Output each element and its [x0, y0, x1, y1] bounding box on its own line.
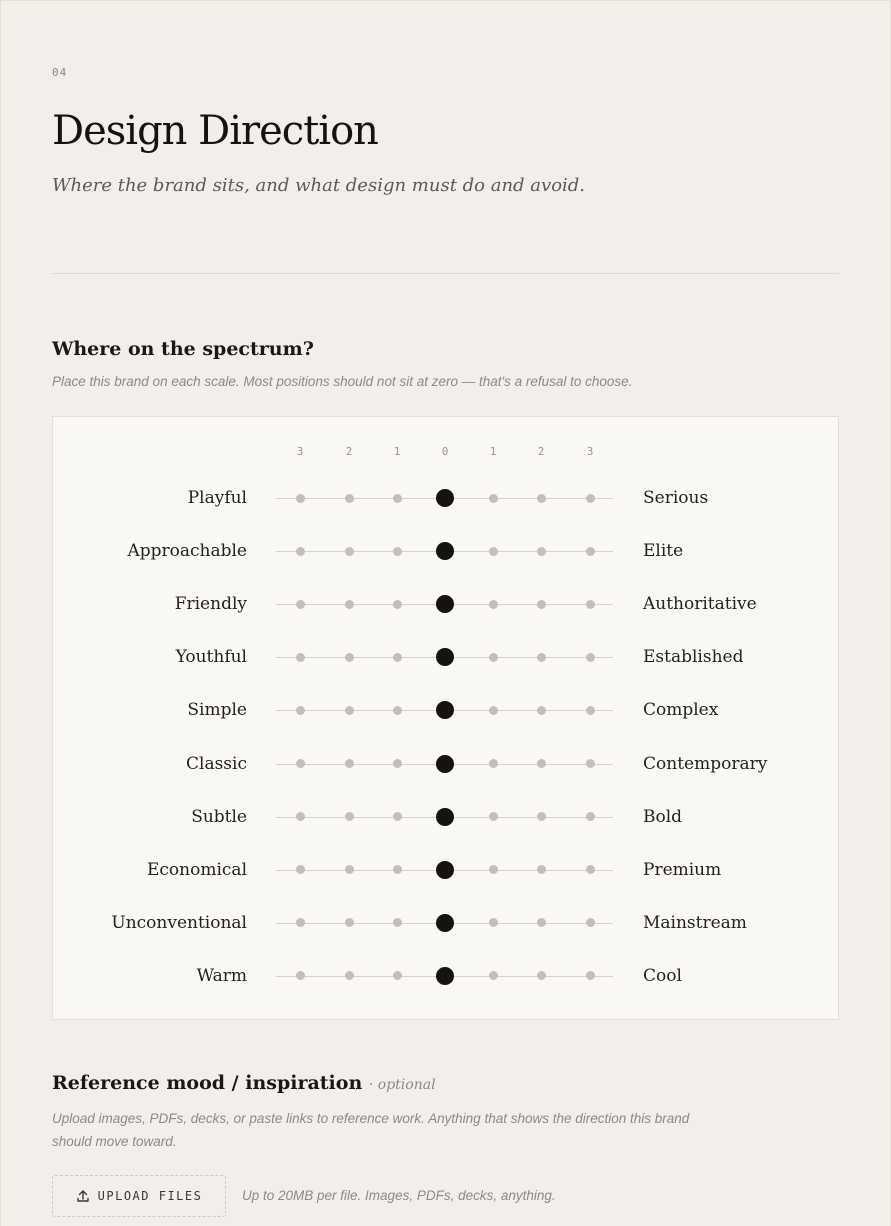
- spectrum-option[interactable]: [489, 865, 498, 874]
- spectrum-option[interactable]: [296, 706, 305, 715]
- page-title: Design Direction: [52, 108, 378, 154]
- spectrum-option[interactable]: [296, 971, 305, 980]
- spectrum-option[interactable]: [586, 971, 595, 980]
- spectrum-left-label: Economical: [147, 859, 247, 880]
- spectrum-right-label: Mainstream: [643, 912, 747, 933]
- spectrum-option[interactable]: [393, 865, 402, 874]
- spectrum-option[interactable]: [345, 759, 354, 768]
- scale-tick-label: 0: [441, 445, 449, 458]
- spectrum-option-selected[interactable]: [436, 755, 454, 773]
- spectrum-option[interactable]: [489, 494, 498, 503]
- spectrum-hint: Place this brand on each scale. Most positions should not sit at zero — that's a refusal to choose.: [52, 374, 633, 389]
- spectrum-row-economical: [52, 843, 839, 896]
- spectrum-option-selected[interactable]: [436, 648, 454, 666]
- spectrum-option-selected[interactable]: [436, 542, 454, 560]
- spectrum-option[interactable]: [489, 759, 498, 768]
- spectrum-left-label: Unconventional: [111, 912, 247, 933]
- upload-files-label: UPLOAD FILES: [97, 1189, 203, 1203]
- spectrum-option[interactable]: [393, 600, 402, 609]
- spectrum-option[interactable]: [393, 812, 402, 821]
- page-subtitle: Where the brand sits, and what design must do and avoid.: [52, 175, 586, 196]
- spectrum-option-selected[interactable]: [436, 861, 454, 879]
- spectrum-option[interactable]: [489, 971, 498, 980]
- spectrum-option[interactable]: [296, 812, 305, 821]
- spectrum-right-label: Cool: [643, 965, 682, 986]
- spectrum-left-label: Youthful: [175, 647, 247, 668]
- spectrum-right-label: Contemporary: [643, 753, 768, 774]
- spectrum-row-youthful: [52, 631, 839, 684]
- spectrum-option[interactable]: [345, 971, 354, 980]
- spectrum-row-approachable: [52, 525, 839, 578]
- spectrum-title: Where on the spectrum?: [52, 338, 314, 360]
- spectrum-option[interactable]: [345, 865, 354, 874]
- spectrum-right-label: Bold: [643, 806, 683, 827]
- spectrum-option-selected[interactable]: [436, 489, 454, 507]
- spectrum-option[interactable]: [489, 547, 498, 556]
- reference-title-text: Reference mood / inspiration: [52, 1072, 363, 1094]
- spectrum-option[interactable]: [345, 918, 354, 927]
- spectrum-option[interactable]: [489, 600, 498, 609]
- spectrum-left-label: Friendly: [174, 594, 247, 615]
- spectrum-right-label: Authoritative: [643, 594, 757, 615]
- spectrum-option[interactable]: [296, 600, 305, 609]
- reference-hint-line-1: Upload images, PDFs, decks, or paste links to reference work. Anything that shows the direction this brand: [52, 1111, 690, 1126]
- spectrum-option[interactable]: [489, 918, 498, 927]
- spectrum-option[interactable]: [537, 812, 546, 821]
- section-divider: [52, 273, 839, 274]
- scale-tick-label: 3: [296, 445, 304, 458]
- spectrum-option[interactable]: [586, 706, 595, 715]
- spectrum-option[interactable]: [586, 653, 595, 662]
- spectrum-option[interactable]: [537, 971, 546, 980]
- spectrum-option[interactable]: [586, 812, 595, 821]
- spectrum-row-warm: [52, 949, 839, 1002]
- spectrum-option[interactable]: [393, 971, 402, 980]
- spectrum-left-label: Warm: [196, 965, 247, 986]
- spectrum-option-selected[interactable]: [436, 967, 454, 985]
- spectrum-row-classic: [52, 737, 839, 790]
- spectrum-option-selected[interactable]: [436, 808, 454, 826]
- spectrum-right-label: Serious: [643, 488, 709, 508]
- spectrum-option[interactable]: [393, 918, 402, 927]
- spectrum-option[interactable]: [586, 865, 595, 874]
- spectrum-option[interactable]: [345, 706, 354, 715]
- spectrum-right-label: Complex: [643, 700, 719, 721]
- spectrum-option[interactable]: [296, 865, 305, 874]
- spectrum-option[interactable]: [537, 653, 546, 662]
- spectrum-option[interactable]: [345, 812, 354, 821]
- spectrum-option[interactable]: [489, 706, 498, 715]
- reference-hint-line-2: should move toward.: [52, 1134, 177, 1149]
- spectrum-option[interactable]: [345, 600, 354, 609]
- scale-tick-label: 2: [537, 445, 545, 458]
- upload-icon: [76, 1189, 90, 1203]
- spectrum-option-selected[interactable]: [436, 595, 454, 613]
- spectrum-option[interactable]: [586, 600, 595, 609]
- spectrum-option[interactable]: [296, 918, 305, 927]
- spectrum-option[interactable]: [345, 653, 354, 662]
- spectrum-option[interactable]: [489, 653, 498, 662]
- spectrum-option-selected[interactable]: [436, 701, 454, 719]
- spectrum-right-label: Elite: [643, 541, 684, 562]
- spectrum-option[interactable]: [489, 812, 498, 821]
- reference-title: [52, 1072, 436, 1094]
- spectrum-option[interactable]: [393, 547, 402, 556]
- spectrum-option-selected[interactable]: [436, 914, 454, 932]
- spectrum-option[interactable]: [586, 759, 595, 768]
- spectrum-option[interactable]: [537, 918, 546, 927]
- spectrum-option[interactable]: [537, 547, 546, 556]
- upload-note: Up to 20MB per file. Images, PDFs, decks, anything.: [242, 1188, 556, 1203]
- spectrum-row-subtle: [52, 790, 839, 843]
- spectrum-left-label: Approachable: [127, 541, 247, 562]
- spectrum-option[interactable]: [296, 547, 305, 556]
- spectrum-option[interactable]: [537, 865, 546, 874]
- spectrum-option[interactable]: [393, 494, 402, 503]
- spectrum-option[interactable]: [296, 759, 305, 768]
- spectrum-option[interactable]: [296, 494, 305, 503]
- spectrum-option[interactable]: [537, 759, 546, 768]
- optional-tag: · optional: [368, 1077, 436, 1093]
- spectrum-row-playful: [52, 472, 839, 525]
- reference-hint: [52, 1107, 689, 1153]
- spectrum-left-label: Subtle: [191, 806, 247, 827]
- spectrum-option[interactable]: [345, 547, 354, 556]
- spectrum-option[interactable]: [586, 918, 595, 927]
- spectrum-left-label: Classic: [186, 753, 247, 774]
- spectrum-option[interactable]: [586, 547, 595, 556]
- spectrum-row-friendly: [52, 578, 839, 631]
- scale-tick-label: 1: [489, 445, 497, 458]
- scale-tick-label: 2: [345, 445, 353, 458]
- spectrum-right-label: Premium: [643, 859, 722, 880]
- spectrum-option[interactable]: [586, 494, 595, 503]
- spectrum-option[interactable]: [537, 600, 546, 609]
- spectrum-option[interactable]: [537, 706, 546, 715]
- spectrum-left-label: Simple: [187, 700, 247, 721]
- spectrum-option[interactable]: [393, 706, 402, 715]
- spectrum-option[interactable]: [393, 653, 402, 662]
- scale-tick-label: 1: [393, 445, 401, 458]
- section-number: 04: [52, 66, 68, 79]
- scale-tick-label: 3: [586, 445, 594, 458]
- spectrum-option[interactable]: [537, 494, 546, 503]
- spectrum-right-label: Established: [643, 647, 744, 668]
- upload-files-button[interactable]: [52, 1175, 226, 1217]
- spectrum-left-label: Playful: [187, 488, 247, 508]
- spectrum-option[interactable]: [345, 494, 354, 503]
- spectrum-option[interactable]: [296, 653, 305, 662]
- spectrum-option[interactable]: [393, 759, 402, 768]
- spectrum-row-simple: [52, 684, 839, 737]
- spectrum-row-unconventional: [52, 896, 839, 949]
